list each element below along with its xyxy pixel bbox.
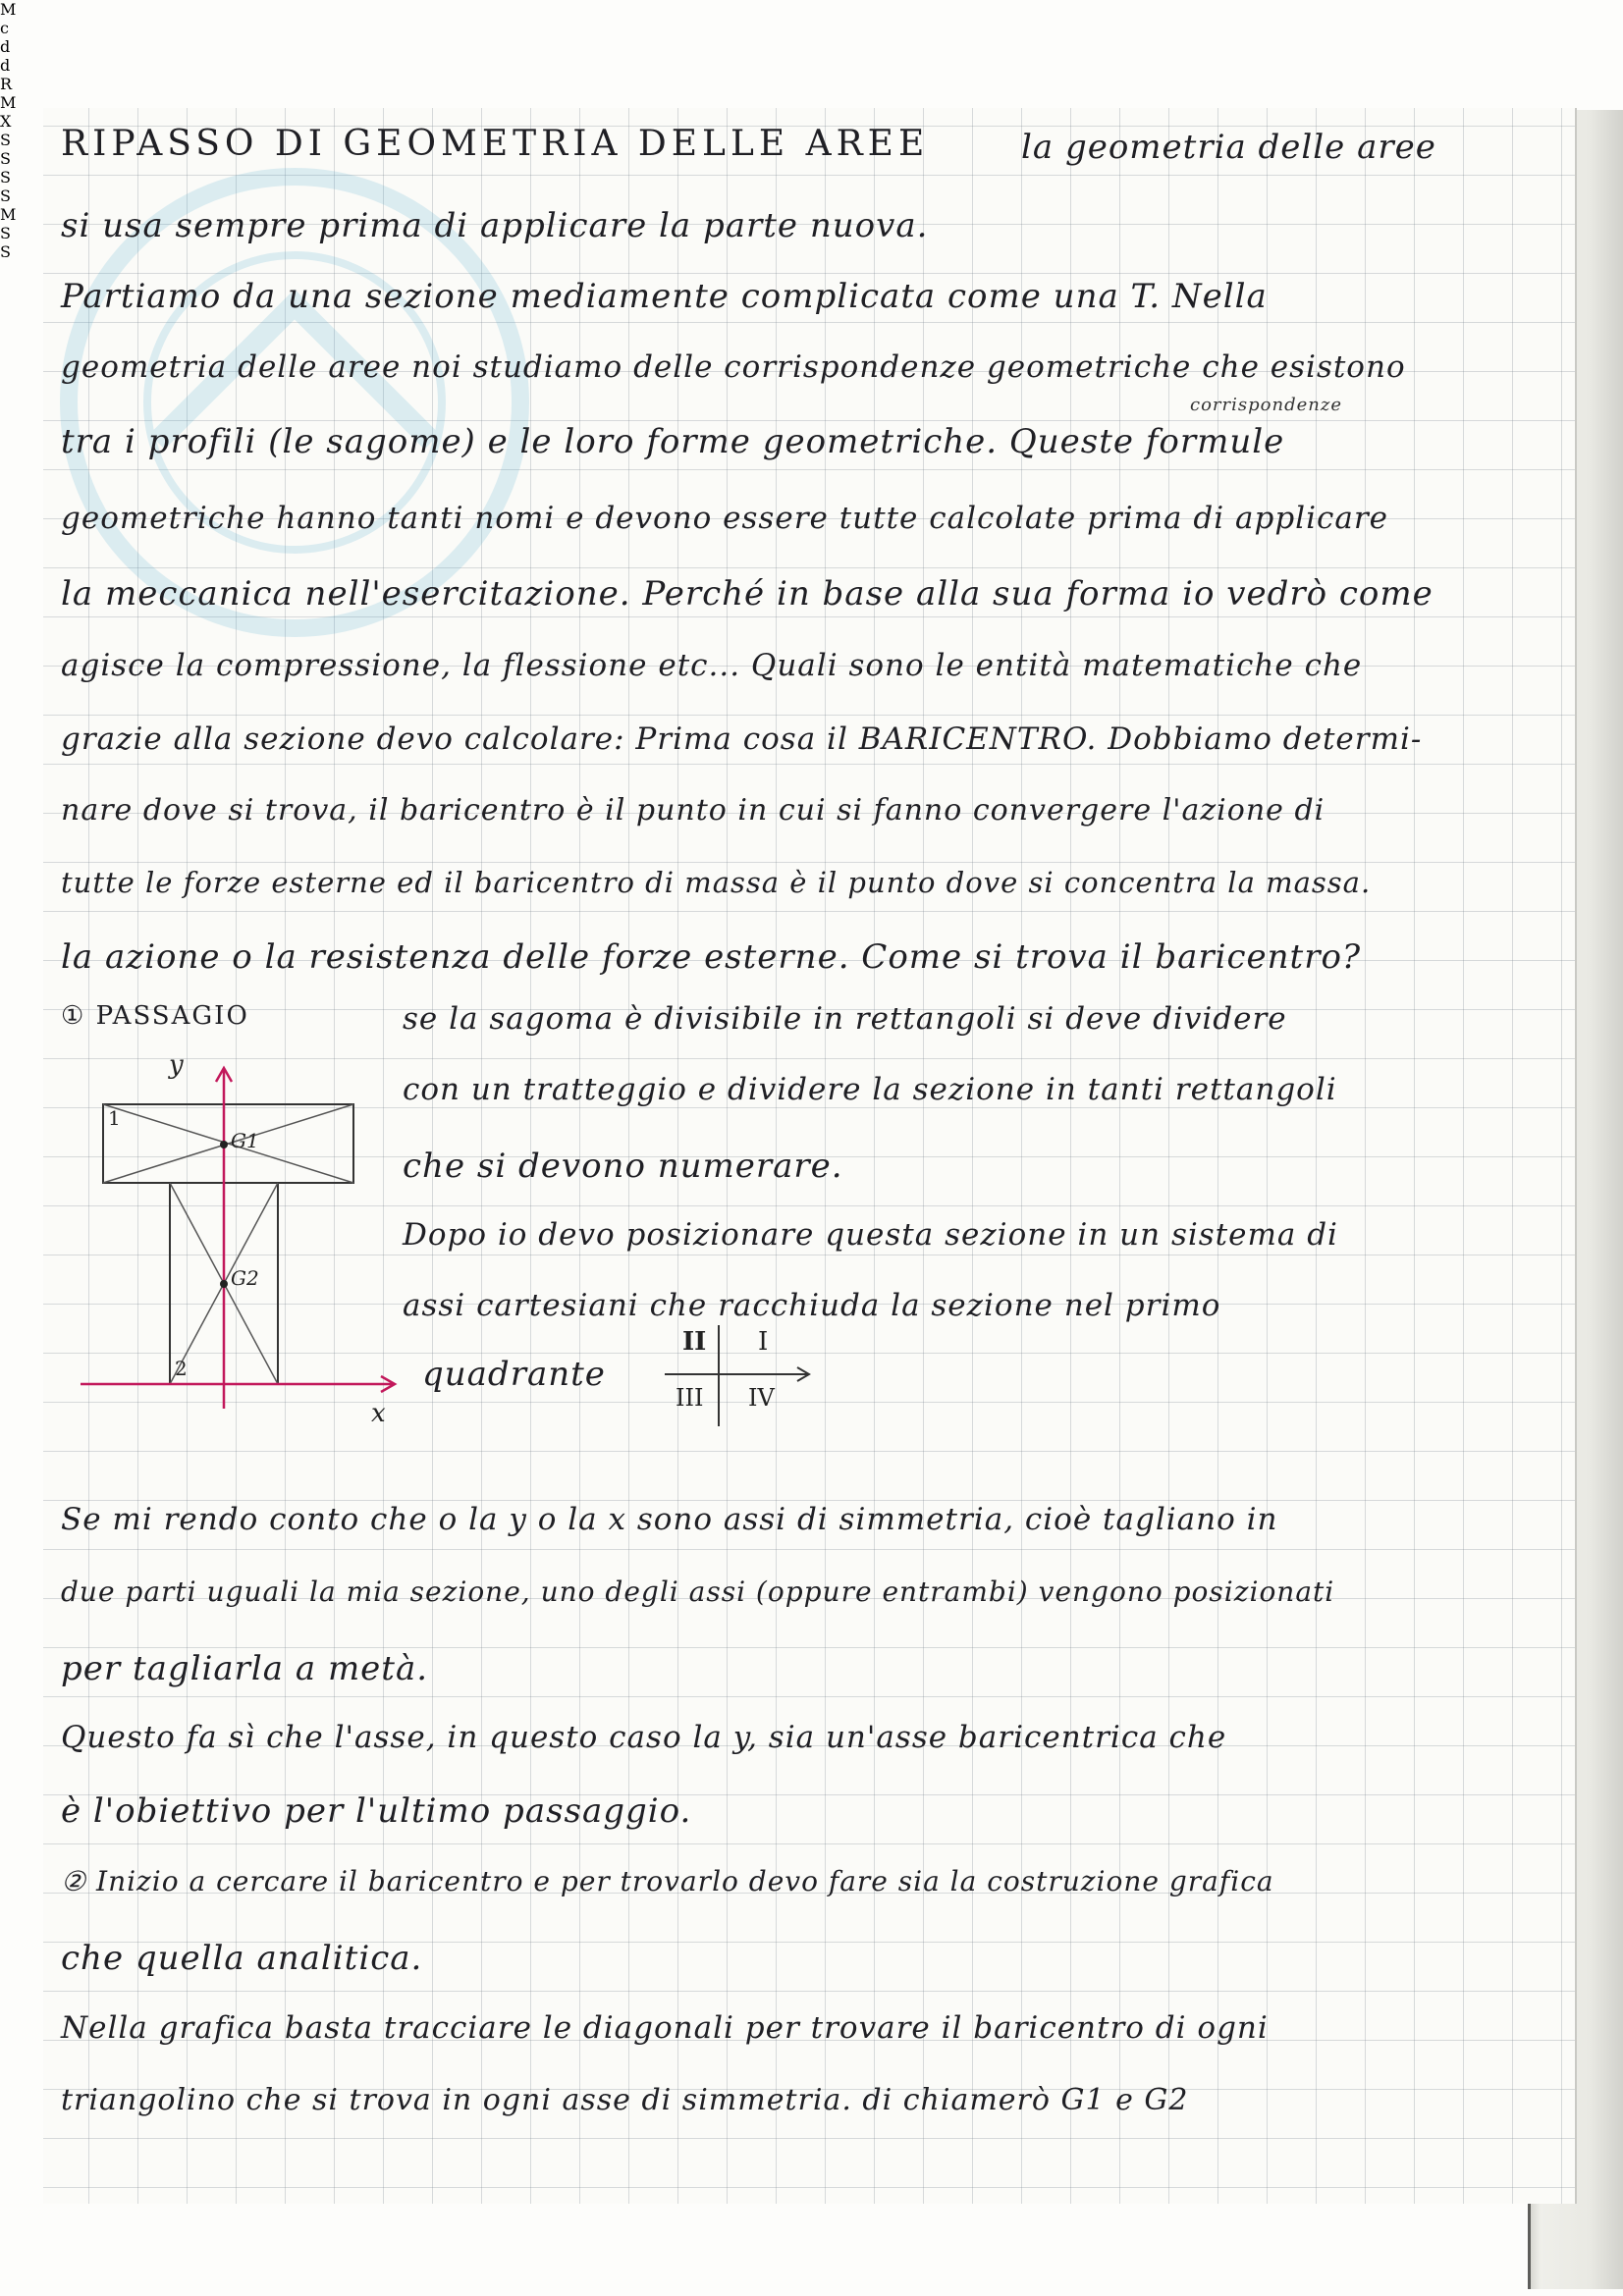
text-line: Se mi rendo conto che o la y o la x sono assi di simmetria, cioè tagliano in (61, 1502, 1278, 1537)
step-1-text-line: se la sagoma è divisibile in rettangoli si deve dividere (403, 1001, 1287, 1037)
adjacent-page-letter: M (0, 0, 17, 19)
diagonal-lines (103, 1104, 353, 1384)
text-line: Questo fa sì che l'asse, in questo caso la y, sia un'asse baricentrica che (61, 1720, 1227, 1755)
text-line: triangolino che si trova in ogni asse di simmetria. di chiamerò G1 e G2 (61, 2083, 1189, 2117)
page-title: RIPASSO DI GEOMETRIA DELLE AREE (61, 124, 930, 164)
text-line: Partiamo da una sezione mediamente complicata come una T. Nella (61, 277, 1268, 316)
adjacent-page-letter: S (0, 131, 11, 149)
adjacent-page-letter: X (0, 112, 12, 131)
text-line: agisce la compressione, la flessione etc... Quali sono le entità matematiche che (61, 648, 1363, 683)
t-section-outline (103, 1104, 353, 1384)
adjacent-page-letter: d (0, 37, 11, 56)
quadrant-IV-label: IV (748, 1384, 775, 1412)
step-1-text-line: assi cartesiani che racchiuda la sezione nel primo (403, 1288, 1221, 1323)
y-axis-label: y (169, 1050, 184, 1080)
adjacent-page-letter: S (0, 224, 11, 242)
adjacent-page-letter: R (0, 75, 13, 93)
text-line: la azione o la resistenza delle forze esterne. Come si trova il baricentro? (61, 937, 1362, 977)
adjacent-page-letter: S (0, 242, 11, 261)
x-axis-label: x (371, 1399, 386, 1428)
adjacent-page-letter: d (0, 56, 11, 75)
text-line: ② Inizio a cercare il baricentro e per trovarlo devo fare sia la costruzione grafica (61, 1865, 1274, 1897)
text-line: che quella analitica. (61, 1939, 423, 1978)
text-line: nare dove si trova, il baricentro è il punto in cui si fanno convergere l'azione di (61, 793, 1325, 828)
text-line: Nella grafica basta tracciare le diagonali per trovare il baricentro di ogni (61, 2010, 1269, 2046)
text-line: tutte le forze esterne ed il baricentro di massa è il punto dove si concentra la massa. (61, 866, 1372, 899)
text-line: due parti uguali la mia sezione, uno degli assi (oppure entrambi) vengono posizionati (61, 1575, 1335, 1608)
g1-label: G1 (231, 1129, 259, 1152)
text-line: si usa sempre prima di applicare la parte nuova. (61, 206, 929, 245)
step-1-text-line: quadrante (422, 1355, 606, 1394)
quadrant-III-label: III (676, 1384, 704, 1412)
text-line: la geometria delle aree (1021, 128, 1436, 167)
step-1-text-line: che si devono numerare. (403, 1147, 843, 1186)
text-line: grazie alla sezione devo calcolare: Prima cosa il BARICENTRO. Dobbiamo determi- (61, 721, 1423, 757)
text-line: geometriche hanno tanti nomi e devono essere tutte calcolate prima di applicare (61, 501, 1389, 536)
text-line: è l'obiettivo per l'ultimo passaggio. (61, 1791, 692, 1831)
t-section-diagram (59, 1041, 412, 1423)
adjacent-page-letter: S (0, 149, 11, 168)
rectangle-2-label: 2 (175, 1357, 188, 1380)
adjacent-page-letter: S (0, 168, 11, 187)
text-line: geometria delle aree noi studiamo delle corrispondenze geometriche che esistono (61, 349, 1406, 385)
step-1-label: ① PASSAGIO (61, 1001, 249, 1031)
step-1-text-line: con un tratteggio e dividere la sezione in tanti rettangoli (403, 1072, 1337, 1107)
centroid-g1-point (220, 1141, 228, 1148)
g2-label: G2 (231, 1266, 259, 1290)
text-line: la meccanica nell'esercitazione. Perché in base alla sua forma io vedrò come (61, 574, 1434, 614)
adjacent-page-letter: M (0, 93, 17, 112)
adjacent-page-letter: c (0, 19, 9, 37)
rectangle-1-label: 1 (108, 1106, 121, 1130)
correction-note: corrispondenze (1190, 395, 1342, 415)
centroid-g2-point (220, 1280, 228, 1288)
adjacent-page-letter: M (0, 205, 17, 224)
quadrant-I-label: I (758, 1327, 769, 1357)
step-1-text-line: Dopo io devo posizionare questa sezione in un sistema di (403, 1217, 1338, 1253)
text-line: tra i profili (le sagome) e le loro forme geometriche. Queste formule (61, 422, 1285, 461)
text-line: per tagliarla a metà. (61, 1649, 429, 1688)
quadrant-II-label: II (682, 1327, 707, 1357)
adjacent-page-letter: S (0, 187, 11, 205)
